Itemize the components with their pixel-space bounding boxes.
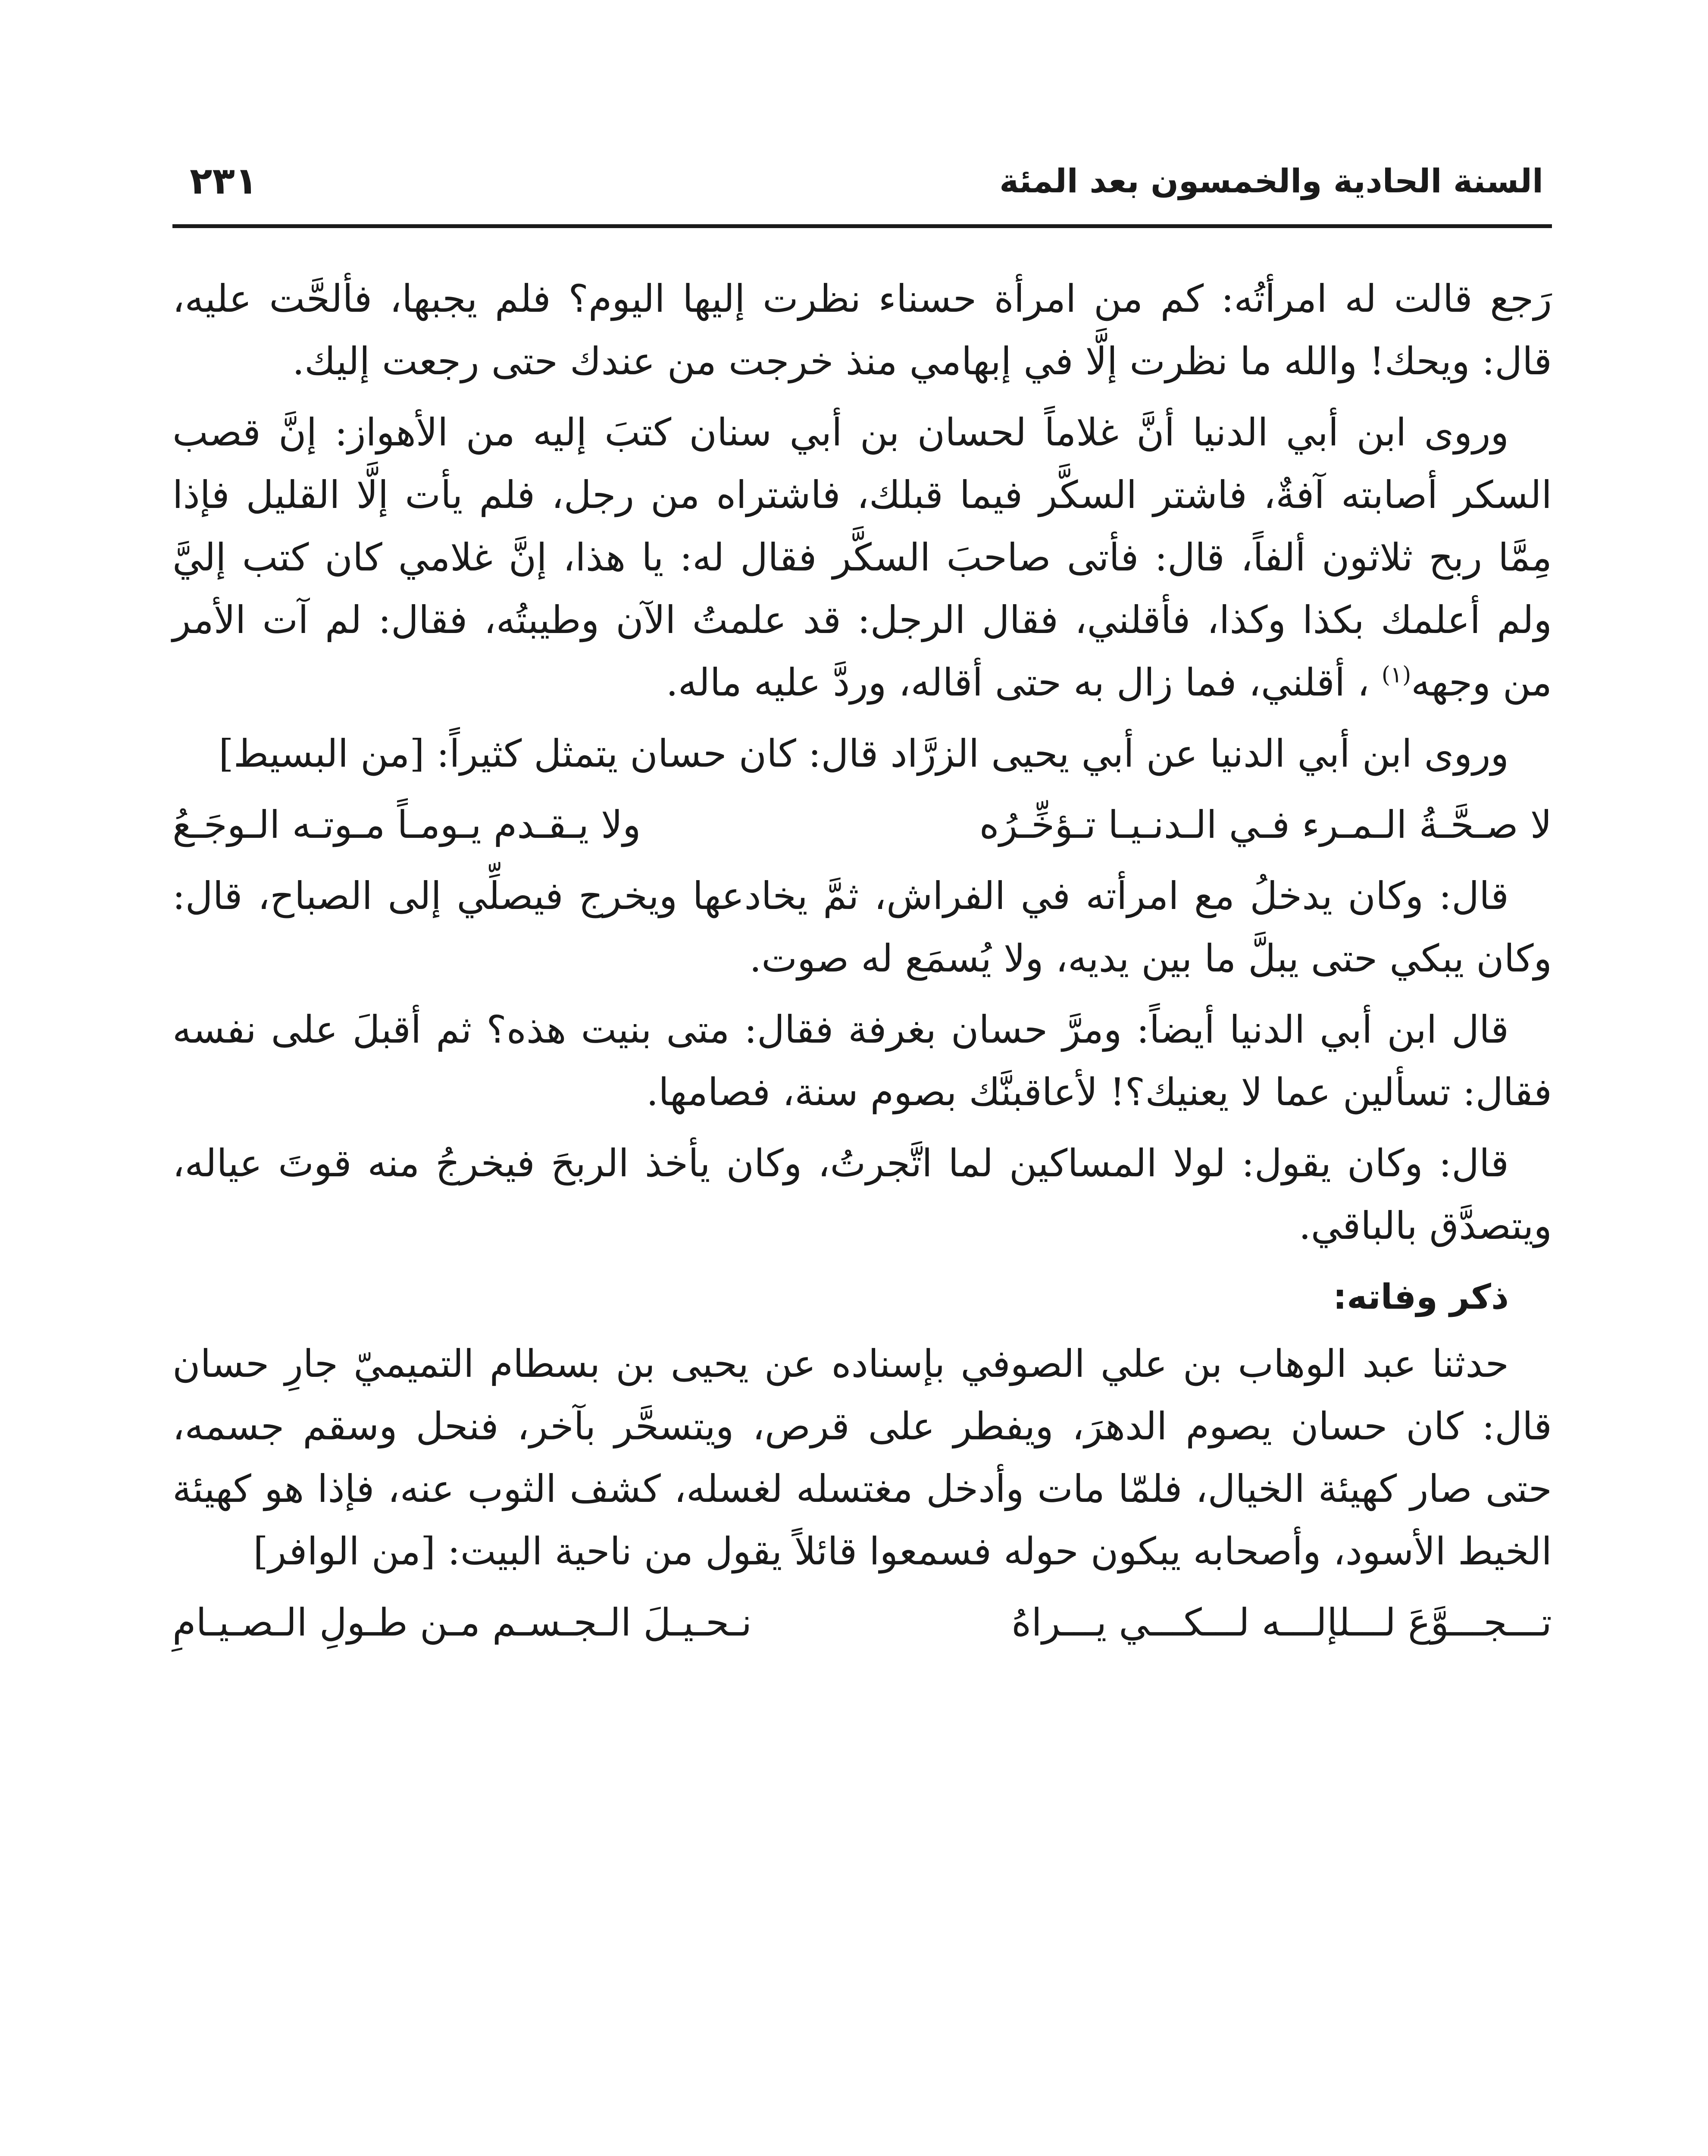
line: قال: وكان يقول: لولا المساكين لما اتَّجرتُ، وكان يأخذ الربحَ فيخرجُ منه قوتَ (278, 1141, 1509, 1185)
verse-second-hemistich: ولا يـقـدم يـومـاً مـوتـه الـوجَـعُ (172, 802, 641, 847)
paragraph-3 (172, 722, 1552, 785)
line: السكر أصابته آفةٌ، فاشتر السكَّر فيما قبلك، فاشتراه من رجل، فلم يأت إلَّا القليل فإذا (172, 473, 1552, 517)
line: قال: وكان يدخلُ مع امرأته في الفراش، ثمَّ يخادعها ويخرج فيصلِّي إلى الصباح، (257, 874, 1509, 918)
paragraph-4 (172, 865, 1552, 990)
running-head (172, 153, 1543, 209)
line: إليَّ ولم أعلمك بكذا وكذا، فأقلني، فقال الرجل: قد علمتُ الآن وطيبتُه، فقال: لم (172, 535, 1552, 642)
line: قال: كان حسان يصوم الدهرَ، ويفطر على قرص، ويتسحَّر بآخر، فنحل وسقم (303, 1404, 1552, 1448)
page-number: ٢٣١ (190, 160, 258, 203)
line: البسيط] (219, 731, 349, 776)
line: قال: ويحك! والله ما نظرت إلَّا في إبهامي منذ خرجت من عندك حتى رجعت إليك. (292, 339, 1552, 383)
line: مِمَّا ربح ثلاثون ألفاً، قال: فأتى صاحبَ السكَّر فقال له: يا هذا، إنَّ غلامي كان كتب (242, 535, 1552, 580)
verse-1 (172, 793, 1552, 856)
verse-2 (172, 1591, 1552, 1654)
paragraph-5 (172, 998, 1552, 1123)
verse-first-hemistich: تـــجـــوَّعَ لـــلإلـــه لـــكـــي يـــراهُ (1011, 1600, 1552, 1645)
line: قال: وكان يبكي حتى يبلَّ ما بين يديه، ولا يُسمَع له صوت. (172, 874, 1552, 981)
paragraph-1 (172, 267, 1552, 392)
paragraph-7 (172, 1332, 1552, 1583)
line: ، أقلني، فما زال به حتى أقاله، وردَّ عليه ماله. (666, 660, 1370, 705)
header-divider (172, 224, 1552, 228)
line: البيت: [من الوافر] (253, 1529, 543, 1573)
line: رَجع قالت له امرأتُه: كم من امرأة حسناء نظرت إليها اليوم؟ فلم يجبها، فألحَّت عليه، (172, 276, 1552, 321)
line: حدثنا عبد الوهاب بن علي الصوفي بإسناده عن يحيى بن بسطام التميميّ جارِ حسان (172, 1341, 1509, 1386)
paragraph-6 (172, 1132, 1552, 1257)
line: فقال: تسألين عما لا يعنيك؟! لأعاقبنَّك بصوم سنة، فصامها. (646, 1070, 1552, 1114)
line: آت الأمر من وجهه (172, 598, 1552, 705)
line: جسمه، حتى صار كهيئة الخيال، فلمّا مات وأدخل مغتسله لغسله، كشف الثوب عنه، (172, 1404, 1552, 1511)
verse-second-hemistich: نـحـيـلَ الـجـسـم مـن طـولِ الـصـيـامِ (172, 1600, 752, 1645)
verse-first-hemistich: لا صـحَّـةُ الـمـرء فـي الـدنـيـا تـؤخِّـرُه (979, 802, 1552, 847)
section-heading: ذكر وفاته: (1333, 1277, 1509, 1317)
line: قال ابن أبي الدنيا أيضاً: ومرَّ حسان بغرفة فقال: متى بنيت هذه؟ ثم أقبلَ على نفسه (172, 1007, 1509, 1052)
paragraph-2 (172, 401, 1552, 714)
line: وروى ابن أبي الدنيا أنَّ غلاماً لحسان بن أبي سنان كتبَ إليه من الأهواز: إنَّ قصب (172, 410, 1509, 454)
line: فإذا هو كهيئة الخيط الأسود، وأصحابه يبكون حوله فسمعوا قائلاً يقول من ناحية (172, 1467, 1552, 1573)
body-text (172, 267, 1552, 1662)
chapter-title: السنة الحادية والخمسون بعد المئة (999, 162, 1543, 200)
footnote-marker: (١) (1381, 662, 1411, 688)
line: عياله، ويتصدَّق بالباقي. (172, 1141, 1552, 1248)
line: وروى ابن أبي الدنيا عن أبي يحيى الزرَّاد قال: كان حسان يتمثل كثيراً: [من (360, 731, 1509, 776)
